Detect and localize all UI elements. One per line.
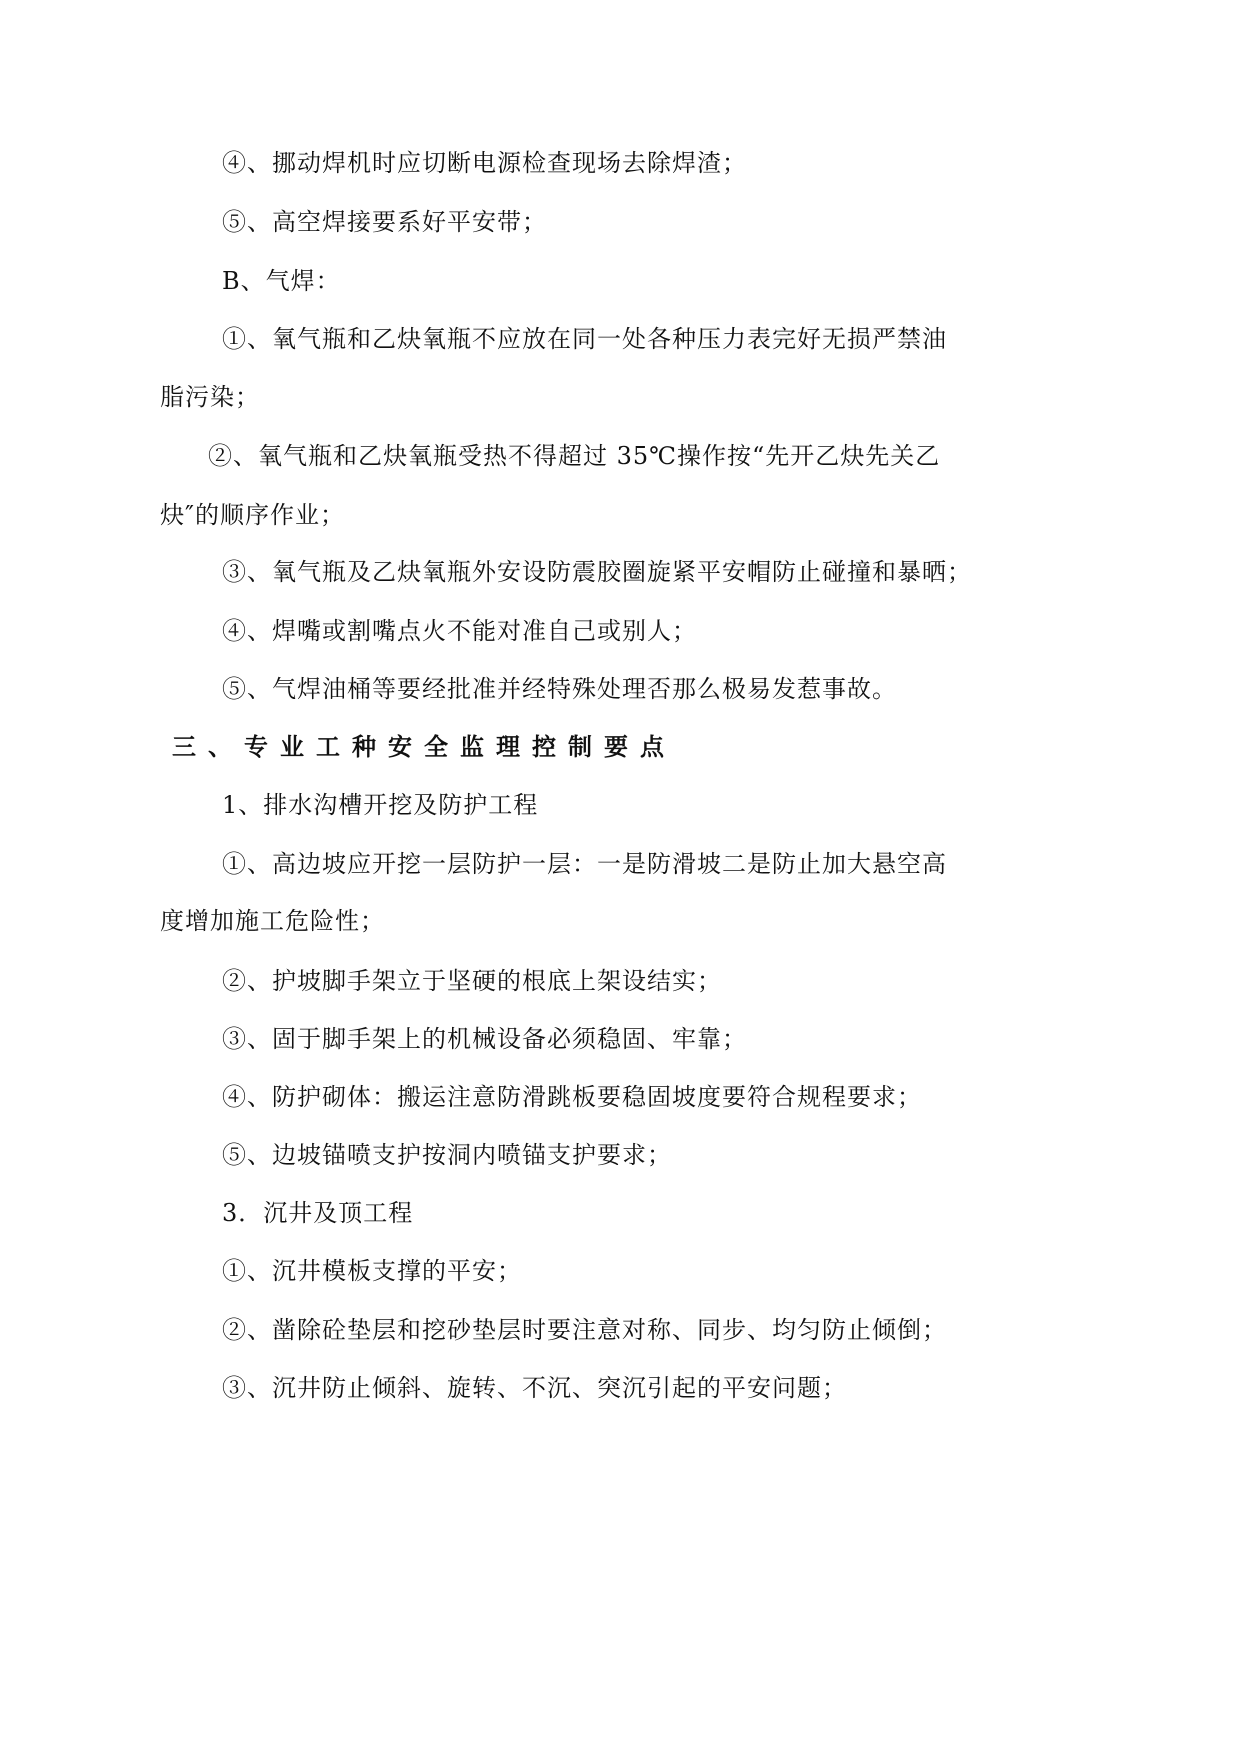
text-line: B、气焊： (222, 267, 341, 295)
text-line: ①、高边坡应开挖一层防护一层：一是防滑坡二是防止加大悬空高 (222, 850, 947, 878)
text-line: 脂污染； (160, 383, 260, 411)
text-line: ⑤、气焊油桶等要经批准并经特殊处理否那么极易发惹事故。 (222, 675, 897, 703)
text-line: ④、焊嘴或割嘴点火不能对准自己或别人； (222, 617, 697, 645)
text-line: ①、沉井模板支撑的平安； (222, 1257, 522, 1285)
text-line: 1、排水沟槽开挖及防护工程 (222, 791, 539, 819)
text-line: ③、氧气瓶及乙炔氧瓶外安设防震胶圈旋紧平安帽防止碰撞和暴晒； (222, 558, 972, 586)
text-line: 度增加施工危险性； (160, 907, 385, 935)
text-line: ③、固于脚手架上的机械设备必须稳固、牢靠； (222, 1025, 747, 1053)
text-line: ⑤、边坡锚喷支护按洞内喷锚支护要求； (222, 1141, 672, 1169)
text-line: ②、氧气瓶和乙炔氧瓶受热不得超过 35℃操作按“先开乙炔先关乙 (208, 442, 941, 470)
text-line: 3．沉井及顶工程 (222, 1199, 414, 1227)
text-line: 炔″的顺序作业； (160, 501, 345, 529)
text-line: ②、凿除砼垫层和挖砂垫层时要注意对称、同步、均匀防止倾倒； (222, 1316, 947, 1344)
text-line: ③、沉井防止倾斜、旋转、不沉、突沉引起的平安问题； (222, 1374, 847, 1402)
text-line: ②、护坡脚手架立于坚硬的根底上架设结实； (222, 967, 722, 995)
text-line: ①、氧气瓶和乙炔氧瓶不应放在同一处各种压力表完好无损严禁油 (222, 325, 947, 353)
text-line: ④、挪动焊机时应切断电源检查现场去除焊渣； (222, 149, 747, 177)
text-line: ⑤、高空焊接要系好平安带； (222, 208, 547, 236)
text-line: ④、防护砌体：搬运注意防滑跳板要稳固坡度要符合规程要求； (222, 1083, 922, 1111)
section-heading: 三、专业工种安全监理控制要点 (172, 733, 676, 761)
